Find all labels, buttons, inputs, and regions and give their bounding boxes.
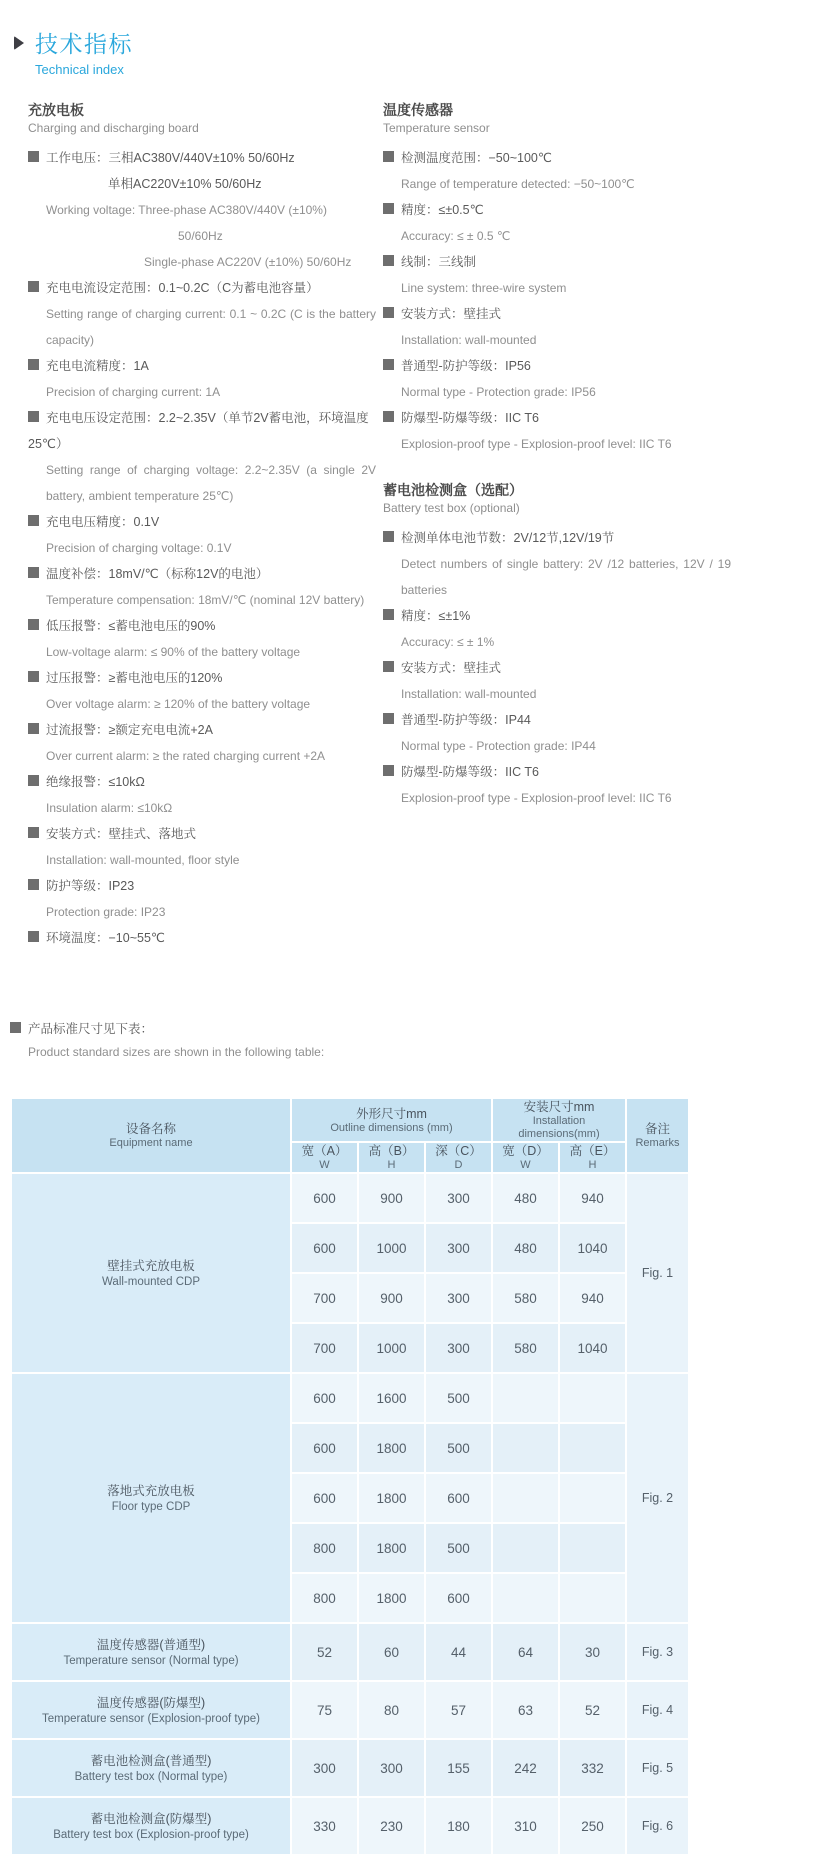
spec-item: [383, 707, 735, 759]
section-heading-cn: 充放电板: [28, 102, 84, 118]
spec-item: [383, 525, 735, 603]
spec-line-en: Protection grade: IP23: [46, 905, 166, 919]
size-value-cell: 1800: [359, 1574, 424, 1622]
equipment-name-en: Battery test box (Normal type): [74, 1770, 228, 1783]
spec-line-cn: [383, 655, 735, 681]
header-height-b: 高（B） H: [359, 1143, 424, 1172]
spec-line-en: Installation: wall-mounted: [401, 687, 537, 701]
equipment-name-cell: [12, 1174, 290, 1372]
spec-item: [28, 821, 380, 873]
size-value-cell: 1800: [359, 1424, 424, 1472]
spec-line-en: Accuracy: ≤ ± 1%: [401, 635, 495, 649]
spec-line-cn-cont: 单相AC220V±10% 50/60Hz: [108, 177, 262, 191]
size-value-cell: 1040: [560, 1324, 625, 1372]
equipment-name-en: Wall-mounted CDP: [102, 1275, 200, 1288]
spec-item: [28, 873, 380, 925]
spec-line-en: Setting range of charging voltage: 2.2~2.35V (a single 2V battery, ambient temperature 25℃): [46, 463, 376, 503]
spec-line-cn: [28, 405, 380, 457]
remark-cell: Fig. 6: [627, 1798, 688, 1854]
size-value-cell: 500: [426, 1524, 491, 1572]
spec-line-cn: [28, 509, 380, 535]
section-heading-cn: 温度传感器: [383, 102, 453, 118]
spec-line-cn: [383, 353, 735, 379]
spec-line-cn: [28, 275, 380, 301]
header-equipment-name: 设备名称 Equipment name: [12, 1099, 290, 1172]
equipment-name-cn: 蓄电池检测盒(普通型): [90, 1753, 212, 1768]
bullet-square-icon: [28, 723, 39, 734]
remark-cell: Fig. 1: [627, 1174, 688, 1372]
size-value-cell: 310: [493, 1798, 558, 1854]
table-row: [12, 1374, 688, 1422]
size-value-cell: 300: [426, 1324, 491, 1372]
spec-line-en: Over current alarm: ≥ the rated charging current +2A: [46, 749, 326, 763]
spec-line-cn: [383, 249, 735, 275]
spec-line-en: Low-voltage alarm: ≤ 90% of the battery voltage: [46, 645, 301, 659]
size-value-cell: [560, 1374, 625, 1422]
size-value-cell: 63: [493, 1682, 558, 1738]
size-value-cell: 1000: [359, 1224, 424, 1272]
spec-line-en: Temperature compensation: 18mV/℃ (nominal 12V battery): [46, 593, 365, 607]
size-value-cell: 700: [292, 1324, 357, 1372]
spec-item: [28, 509, 380, 561]
size-value-cell: 57: [426, 1682, 491, 1738]
spec-item: [28, 925, 380, 951]
spec-item: [383, 145, 735, 197]
size-value-cell: 600: [292, 1224, 357, 1272]
section-heading-en: Battery test box (optional): [383, 501, 520, 515]
size-value-cell: 300: [359, 1740, 424, 1796]
size-note: [10, 1017, 830, 1063]
spec-section: [28, 101, 380, 951]
remark-cell: Fig. 5: [627, 1740, 688, 1796]
spec-text-cn: 安装方式：壁挂式、落地式: [46, 827, 197, 841]
size-value-cell: 52: [292, 1624, 357, 1680]
remark-cell: Fig. 4: [627, 1682, 688, 1738]
spec-line-cn: [383, 707, 735, 733]
size-value-cell: 242: [493, 1740, 558, 1796]
size-value-cell: 30: [560, 1624, 625, 1680]
spec-line-en: Insulation alarm: ≤10kΩ: [46, 801, 173, 815]
size-value-cell: 480: [493, 1224, 558, 1272]
size-value-cell: [493, 1574, 558, 1622]
bullet-square-icon: [383, 411, 394, 422]
spec-item: [28, 405, 380, 509]
equipment-name-cn: 温度传感器(防爆型): [96, 1695, 206, 1710]
bullet-square-icon: [28, 931, 39, 942]
equipment-name-cell: [12, 1624, 290, 1680]
bullet-square-icon: [383, 255, 394, 266]
spec-text-cn: 精度：≤±0.5℃: [401, 203, 484, 217]
size-value-cell: 600: [292, 1424, 357, 1472]
spec-item: [383, 249, 735, 301]
size-value-cell: 180: [426, 1798, 491, 1854]
spec-line-cn: [28, 769, 380, 795]
table-body: [12, 1174, 688, 1854]
section-heading-en: Temperature sensor: [383, 121, 490, 135]
header-remarks: 备注 Remarks: [627, 1099, 688, 1172]
spec-text-cn: 普通型-防护等级：IP56: [401, 359, 531, 373]
bullet-square-icon: [28, 827, 39, 838]
equipment-name-en: Battery test box (Explosion-proof type): [53, 1828, 249, 1841]
spec-line-en: Installation: wall-mounted, floor style: [46, 853, 240, 867]
bullet-square-icon: [383, 151, 394, 162]
size-value-cell: 332: [560, 1740, 625, 1796]
section-heading: [383, 481, 735, 516]
size-value-cell: 300: [426, 1274, 491, 1322]
spec-item: [28, 275, 380, 353]
spec-line-en: Precision of charging voltage: 0.1V: [46, 541, 232, 555]
spec-line-en: Installation: wall-mounted: [401, 333, 537, 347]
size-value-cell: 600: [292, 1174, 357, 1222]
spec-text-cn: 绝缘报警：≤10kΩ: [46, 775, 145, 789]
size-value-cell: [493, 1474, 558, 1522]
spec-text-cn: 安装方式：壁挂式: [401, 661, 502, 675]
spec-line-cn: [28, 561, 380, 587]
equipment-name-cn: 落地式充放电板: [107, 1483, 195, 1498]
spec-item: [383, 353, 735, 405]
header-width-a: 宽（A） W: [292, 1143, 357, 1172]
header-outline-dimensions: 外形尺寸mm Outline dimensions (mm): [292, 1099, 491, 1141]
spec-text-cn: 检测单体电池节数：2V/12节,12V/19节: [401, 531, 615, 545]
spec-text-cn: 线制：三线制: [401, 255, 477, 269]
spec-column-left: [28, 101, 380, 975]
spec-text-cn: 检测温度范围：−50~100℃: [401, 151, 552, 165]
spec-item: [28, 665, 380, 717]
spec-line-cn: [383, 759, 735, 785]
spec-text-cn: 普通型-防护等级：IP44: [401, 713, 531, 727]
size-value-cell: 600: [292, 1374, 357, 1422]
equipment-name-cn: 温度传感器(普通型): [96, 1637, 206, 1652]
spec-item: [383, 759, 735, 811]
spec-line-en: Line system: three-wire system: [401, 281, 567, 295]
bullet-square-icon: [383, 661, 394, 672]
header-depth-c: 深（C） D: [426, 1143, 491, 1172]
page-subtitle: Technical index: [35, 62, 124, 77]
bullet-square-icon: [383, 203, 394, 214]
size-value-cell: [560, 1424, 625, 1472]
spec-line-cn: [383, 301, 735, 327]
equipment-name-cell: [12, 1374, 290, 1622]
size-value-cell: 60: [359, 1624, 424, 1680]
equipment-name-cell: [12, 1682, 290, 1738]
equipment-name-cell: [12, 1740, 290, 1796]
spec-item: [383, 655, 735, 707]
spec-line-en: Precision of charging current: 1A: [46, 385, 221, 399]
bullet-square-icon: [383, 307, 394, 318]
size-value-cell: 300: [292, 1740, 357, 1796]
spec-item: [28, 769, 380, 821]
spec-line-cn: [383, 197, 735, 223]
remark-cell: Fig. 2: [627, 1374, 688, 1622]
spec-line-en: Over voltage alarm: ≥ 120% of the battery voltage: [46, 697, 311, 711]
table-row: [12, 1624, 688, 1680]
spec-text-cn: 充电电压精度：0.1V: [46, 515, 160, 529]
spec-line-en: Working voltage: Three-phase AC380V/440V (±10%): [46, 203, 327, 217]
spec-line-cn: [383, 145, 735, 171]
spec-item: [28, 145, 380, 275]
size-value-cell: 250: [560, 1798, 625, 1854]
spec-item: [28, 353, 380, 405]
table-header: [12, 1099, 688, 1172]
bullet-square-icon: [28, 359, 39, 370]
equipment-name-cn: 蓄电池检测盒(防爆型): [90, 1811, 212, 1826]
spec-text-cn: 温度补偿：18mV/℃（标称12V的电池）: [46, 567, 269, 581]
size-value-cell: 1600: [359, 1374, 424, 1422]
size-value-cell: 1800: [359, 1524, 424, 1572]
spec-item: [28, 717, 380, 769]
size-note-en: Product standard sizes are shown in the following table:: [28, 1045, 325, 1059]
size-value-cell: 900: [359, 1174, 424, 1222]
spec-line-en: Normal type - Protection grade: IP56: [401, 385, 596, 399]
size-value-cell: 480: [493, 1174, 558, 1222]
size-value-cell: 75: [292, 1682, 357, 1738]
remark-cell: Fig. 3: [627, 1624, 688, 1680]
bullet-square-icon: [383, 765, 394, 776]
size-value-cell: [560, 1574, 625, 1622]
spec-line-cn: [28, 613, 380, 639]
size-value-cell: 600: [426, 1574, 491, 1622]
size-value-cell: 64: [493, 1624, 558, 1680]
spec-line-cn: [383, 525, 735, 551]
size-value-cell: 500: [426, 1424, 491, 1472]
header-width-d: 宽（D） W: [493, 1143, 558, 1172]
spec-line-cn: [28, 925, 380, 951]
bullet-square-icon: [383, 609, 394, 620]
size-note-cn: 产品标准尺寸见下表：: [10, 1017, 830, 1041]
spec-text-cn: 充电电压设定范围：2.2~2.35V（单节2V蓄电池，环境温度25℃）: [28, 411, 369, 451]
section-arrow-icon: [14, 36, 24, 50]
size-value-cell: [493, 1524, 558, 1572]
size-value-cell: 500: [426, 1374, 491, 1422]
spec-line-en: 50/60Hz: [178, 229, 223, 243]
spec-text-cn: 低压报警：≤蓄电池电压的90%: [46, 619, 216, 633]
spec-text-cn: 安装方式：壁挂式: [401, 307, 502, 321]
spec-item: [383, 603, 735, 655]
size-value-cell: 1800: [359, 1474, 424, 1522]
spec-text-cn: 环境温度：−10~55℃: [46, 931, 165, 945]
page-header: [14, 26, 830, 77]
size-value-cell: 800: [292, 1524, 357, 1572]
size-value-cell: 330: [292, 1798, 357, 1854]
spec-line-en: Detect numbers of single battery: 2V /12 batteries, 12V / 19 batteries: [401, 557, 731, 597]
size-value-cell: 52: [560, 1682, 625, 1738]
spec-line-cn: [383, 405, 735, 431]
size-value-cell: 230: [359, 1798, 424, 1854]
table-row: [12, 1174, 688, 1222]
spec-line-en: Normal type - Protection grade: IP44: [401, 739, 596, 753]
size-value-cell: 1040: [560, 1224, 625, 1272]
size-value-cell: 580: [493, 1274, 558, 1322]
section-heading-en: Charging and discharging board: [28, 121, 199, 135]
size-value-cell: [560, 1474, 625, 1522]
size-value-cell: [493, 1424, 558, 1472]
spec-text-cn: 工作电压：三相AC380V/440V±10% 50/60Hz: [46, 151, 295, 165]
equipment-name-cell: [12, 1798, 290, 1854]
table-row: [12, 1798, 688, 1854]
size-value-cell: 44: [426, 1624, 491, 1680]
spec-item: [28, 613, 380, 665]
table-row: [12, 1682, 688, 1738]
section-heading: [383, 101, 735, 136]
spec-columns: [28, 101, 830, 975]
size-value-cell: 300: [426, 1174, 491, 1222]
bullet-square-icon: [28, 775, 39, 786]
spec-line-cn: [28, 145, 380, 171]
spec-line-en: Single-phase AC220V (±10%) 50/60Hz: [144, 255, 352, 269]
spec-section: [383, 481, 735, 811]
spec-text-cn: 防护等级：IP23: [46, 879, 135, 893]
size-value-cell: 300: [426, 1224, 491, 1272]
bullet-square-icon: [28, 411, 39, 422]
size-value-cell: 940: [560, 1274, 625, 1322]
spec-line-en: Range of temperature detected: −50~100℃: [401, 177, 635, 191]
size-value-cell: 600: [292, 1474, 357, 1522]
equipment-name-en: Temperature sensor (Normal type): [63, 1654, 239, 1667]
equipment-name-en: Temperature sensor (Explosion-proof type): [42, 1712, 260, 1725]
size-value-cell: 800: [292, 1574, 357, 1622]
size-value-cell: 580: [493, 1324, 558, 1372]
size-value-cell: 155: [426, 1740, 491, 1796]
header-installation-dimensions: 安装尺寸mm Installation dimensions(mm): [493, 1099, 625, 1141]
spec-item: [28, 561, 380, 613]
bullet-square-icon: [28, 619, 39, 630]
bullet-square-icon: [383, 713, 394, 724]
bullet-square-icon: [28, 515, 39, 526]
product-sizes-table: [10, 1097, 690, 1856]
equipment-name-en: Floor type CDP: [111, 1500, 191, 1513]
size-value-cell: 600: [426, 1474, 491, 1522]
header-height-e: 高（E） H: [560, 1143, 625, 1172]
spec-line-en: Explosion-proof type - Explosion-proof level: IIC T6: [401, 437, 672, 451]
equipment-name-cn: 壁挂式充放电板: [107, 1258, 195, 1273]
size-value-cell: [560, 1524, 625, 1572]
spec-line-cn: [28, 873, 380, 899]
bullet-square-icon: [28, 671, 39, 682]
section-heading: [28, 101, 380, 136]
size-value-cell: 1000: [359, 1324, 424, 1372]
spec-text-cn: 防爆型-防爆等级：IIC T6: [401, 765, 539, 779]
spec-line-cn: [28, 665, 380, 691]
bullet-square-icon: [28, 281, 39, 292]
size-value-cell: 940: [560, 1174, 625, 1222]
spec-text-cn: 过流报警：≥额定充电电流+2A: [46, 723, 213, 737]
section-heading-cn: 蓄电池检测盒（选配）: [383, 482, 523, 498]
spec-text-cn: 精度：≤±1%: [401, 609, 471, 623]
spec-item: [383, 301, 735, 353]
bullet-square-icon: [28, 567, 39, 578]
spec-text-cn: 过压报警：≥蓄电池电压的120%: [46, 671, 223, 685]
size-value-cell: 80: [359, 1682, 424, 1738]
spec-line-cn: [28, 717, 380, 743]
page-title: 技术指标: [35, 31, 133, 57]
spec-text-cn: 充电电流设定范围：0.1~0.2C（C为蓄电池容量）: [46, 281, 319, 295]
spec-text-cn: 充电电流精度：1A: [46, 359, 149, 373]
bullet-square-icon: [28, 879, 39, 890]
spec-line-cn: [28, 353, 380, 379]
spec-line-cn: [383, 603, 735, 629]
spec-line-en: Explosion-proof type - Explosion-proof level: IIC T6: [401, 791, 672, 805]
spec-line-en: Accuracy: ≤ ± 0.5 ℃: [401, 229, 511, 243]
spec-text-cn: 防爆型-防爆等级：IIC T6: [401, 411, 539, 425]
size-value-cell: [493, 1374, 558, 1422]
table-row: [12, 1740, 688, 1796]
spec-section: [383, 101, 735, 457]
size-value-cell: 900: [359, 1274, 424, 1322]
spec-item: [383, 405, 735, 457]
spec-item: [383, 197, 735, 249]
bullet-square-icon: [383, 531, 394, 542]
spec-line-cn: [28, 821, 380, 847]
bullet-square-icon: [383, 359, 394, 370]
size-value-cell: 700: [292, 1274, 357, 1322]
spec-line-en: Setting range of charging current: 0.1 ~ 0.2C (C is the battery capacity): [46, 307, 376, 347]
bullet-square-icon: [28, 151, 39, 162]
bullet-square-icon: [10, 1022, 21, 1033]
spec-column-right: [383, 101, 735, 975]
